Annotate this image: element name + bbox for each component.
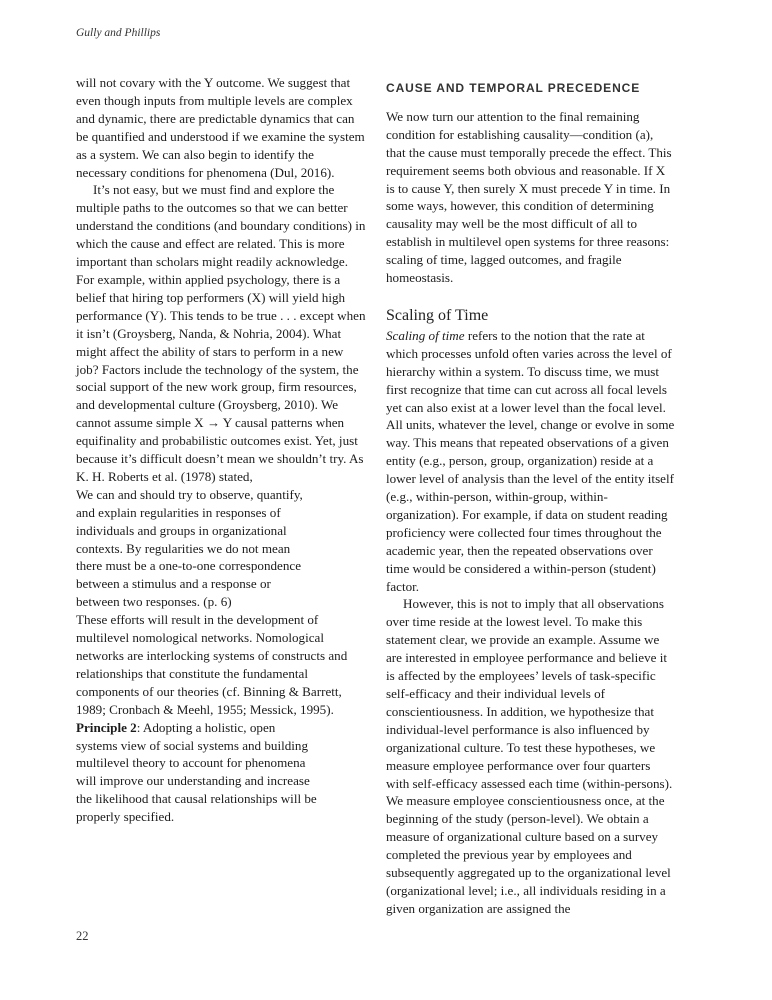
right-column — [386, 74, 676, 918]
principle-box — [76, 719, 320, 826]
defined-term: Scaling of time — [386, 327, 465, 343]
section-heading: CAUSE AND TEMPORAL PRECEDENCE — [386, 81, 641, 95]
principle-text: : Adopting a holistic, open systems view of social systems and building multilevel theory to account for phenomena will improve our understanding and increase the likelihood that causal relationships will be properly specified. — [76, 719, 317, 825]
paragraph: We now turn our attention to the final remaining condition for establishing causality—condition (a), that the cause must temporally precede the effect. This requirement seems both obvious and reasonable. If X is to cause Y, then surely X must precede Y in time. In some ways, however, this condition of determining causality may well be the most difficult of all to establish in multilevel open systems for three reasons: scaling of time, lagged outcomes, and fragile homeostasis. — [386, 108, 672, 286]
paragraph-text: refers to the notion that the rate at which processes unfold often varies across the level of hierarchy within a system. To discuss time, we must first recognize that time can cut across all focal levels yet can also exist at a lower level than the focal level. All units, whatever the level, change or evolve in some way. This means that repeated observations of a given entity (e.g., person, group, organization) reside at a lower level of analysis than the level of the entity itself (e.g., within-person, within-group, within-organization). For example, if data on student reading proficiency were collected four times throughout the academic year, then the repeated observations over time would be considered a within-person (student) factor. — [386, 327, 675, 594]
left-column — [76, 74, 366, 826]
principle-label: Principle 2 — [76, 719, 137, 735]
paragraph: will not covary with the Y outcome. We suggest that even though inputs from multiple levels are complex and dynamic, there are predictable dynamics that can be quantified and understood if we examine the system as a system. We can also begin to identify the necessary conditions for phenomena (Dul, 2016). — [76, 75, 365, 180]
paragraph: It’s not easy, but we must find and explore the multiple paths to the outcomes so that we can better understand the conditions (and boundary conditions) in which the cause and effect are related. This is more important than scholars might readily acknowledge. For example, within applied psychology, there is a belief that hiring top performers (X) will yield high performance (Y). This tends to be true . . . except when it isn’t (Groysberg, Nanda, & Nohria, 2004). What might affect the ability of stars to perform in a new job? Factors include the technology of the system, the social support of the new work group, firm resources, and developmental culture (Groysberg, 2010). We cannot assume simple X → Y causal patterns when equifinality and probabilistic outcomes exist. Yet, just because it’s difficult doesn’t mean we shouldn’t try. As K. H. Roberts et al. (1978) stated, — [76, 182, 366, 484]
block-quote: We can and should try to observe, quantify, and explain regularities in responses of individuals and groups in organizational contexts. By regularities we do not mean there must be a one-to-one correspondence between a stimulus and a response or between two responses. (p. 6) — [76, 486, 303, 610]
subsection-heading: Scaling of Time — [386, 306, 489, 324]
running-head: Gully and Phillips — [76, 27, 161, 39]
page-number: 22 — [76, 929, 89, 943]
paragraph: These efforts will result in the development of multilevel nomological networks. Nomological networks are interlocking systems of constructs and relationships that constitute the fundamental components of our theories (cf. Binning & Barrett, 1989; Cronbach & Meehl, 1955; Messick, 1995). — [76, 612, 348, 717]
paragraph — [386, 327, 676, 596]
paragraph: However, this is not to imply that all observations over time reside at the lowest level. To make this statement clear, we provide an example. Assume we are interested in employee performance and believe it is affected by the employees’ levels of task-specific self-efficacy and their individual levels of conscientiousness. In addition, we hypothesize that individual-level performance is also influenced by organizational culture. To test these hypotheses, we measure employee performance over four quarters with self-efficacy assessed each time (within-persons). We measure employee conscientiousness once, at the beginning of the study (person-level). We obtain a measure of organizational culture based on a survey completed the previous year by employees and subsequently aggregated up to the organizational level (organizational level; i.e., all individuals residing in a given organization are assigned the — [386, 596, 673, 916]
